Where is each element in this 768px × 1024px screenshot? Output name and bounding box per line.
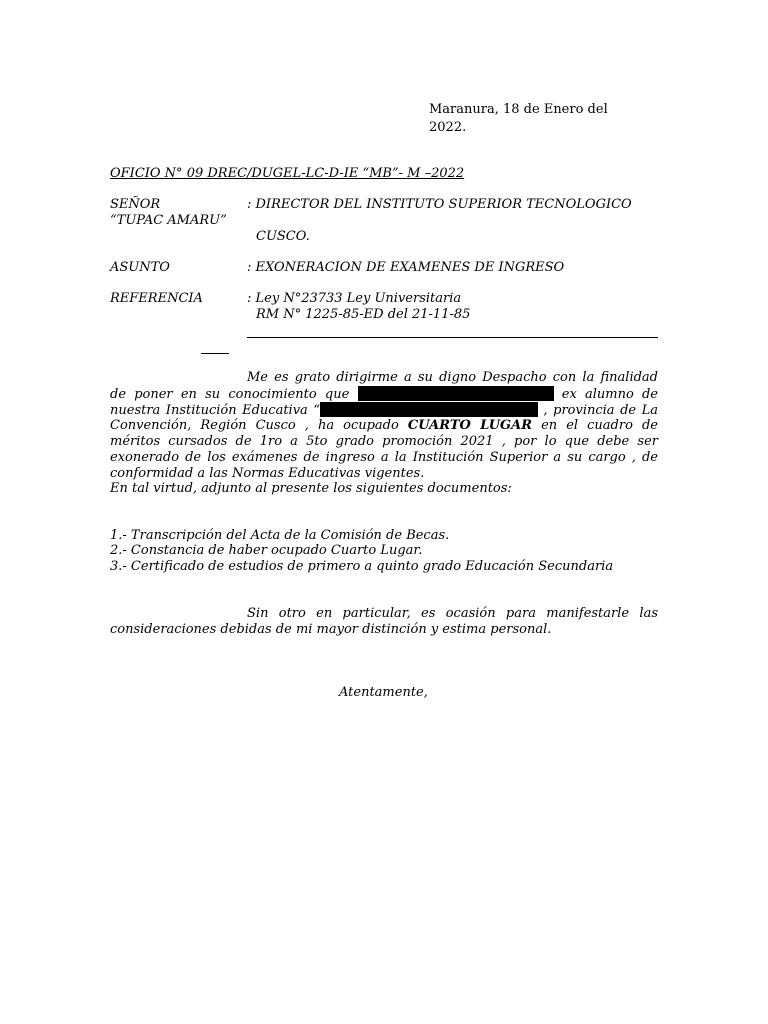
body-line-7: conformidad a las Normas Educativas vigentes. xyxy=(110,466,425,481)
body-line-4c: en el cuadro de xyxy=(541,418,658,433)
separator-line xyxy=(247,337,658,338)
body-line-1: Me es grato dirigirme a su digno Despacho con la finalidad xyxy=(247,370,658,385)
date-line-2: 2022. xyxy=(429,120,467,135)
redacted-student-name xyxy=(358,386,554,401)
asunto-value: : EXONERACION DE EXAMENES DE INGRESO xyxy=(247,260,565,275)
body-line-4-highlight: CUARTO LUGAR xyxy=(407,418,533,433)
body-line-8: En tal virtud, adjunto al presente los siguientes documentos: xyxy=(110,481,512,496)
body-line-2b: ex alumno de xyxy=(561,387,659,402)
date-line-1: Maranura, 18 de Enero del xyxy=(429,102,608,117)
referencia-label: REFERENCIA xyxy=(110,291,203,306)
asunto-label: ASUNTO xyxy=(110,260,170,275)
body-line-2 xyxy=(110,386,658,403)
body-line-4 xyxy=(110,418,658,434)
body-line-3 xyxy=(110,402,658,419)
body-line-2a: de poner en su conocimiento que xyxy=(110,387,350,402)
recipient-label: SEÑOR xyxy=(110,197,161,212)
recipient-name: “TUPAC AMARU” xyxy=(110,213,227,228)
body-line-4a: Convención, Región Cusco , ha ocupado xyxy=(110,418,399,433)
body-line-6: exonerado de los exámenes de ingreso a la Institución Superior a su cargo , de xyxy=(110,450,658,465)
signoff: Atentamente, xyxy=(339,685,428,700)
document-item-3: 3.- Certificado de estudios de primero a quinto grado Educación Secundaria xyxy=(110,559,614,574)
referencia-value-2: RM N° 1225-85-ED del 21-11-85 xyxy=(256,307,471,322)
redacted-school-name xyxy=(320,402,538,417)
referencia-value-1: : Ley N°23733 Ley Universitaria xyxy=(247,291,462,306)
recipient-value: : DIRECTOR DEL INSTITUTO SUPERIOR TECNOLOGICO xyxy=(247,197,632,212)
closing-line-2: consideraciones debidas de mi mayor distinción y estima personal. xyxy=(110,622,552,637)
body-line-3b: , provincia de La xyxy=(543,403,658,418)
document-item-1: 1.- Transcripción del Acta de la Comisión de Becas. xyxy=(110,528,450,543)
body-line-5: méritos cursados de 1ro a 5to grado promoción 2021 , por lo que debe ser xyxy=(110,434,658,449)
body-line-3a: nuestra Institución Educativa “ xyxy=(110,403,320,418)
separator-line-short xyxy=(201,353,229,354)
closing-line-1: Sin otro en particular, es ocasión para manifestarle las xyxy=(247,606,658,621)
oficio-number: OFICIO N° 09 DREC/DUGEL-LC-D-IE “MB”- M –2022 xyxy=(110,166,465,181)
recipient-city: CUSCO. xyxy=(256,229,310,244)
document-item-2: 2.- Constancia de haber ocupado Cuarto Lugar. xyxy=(110,543,423,558)
